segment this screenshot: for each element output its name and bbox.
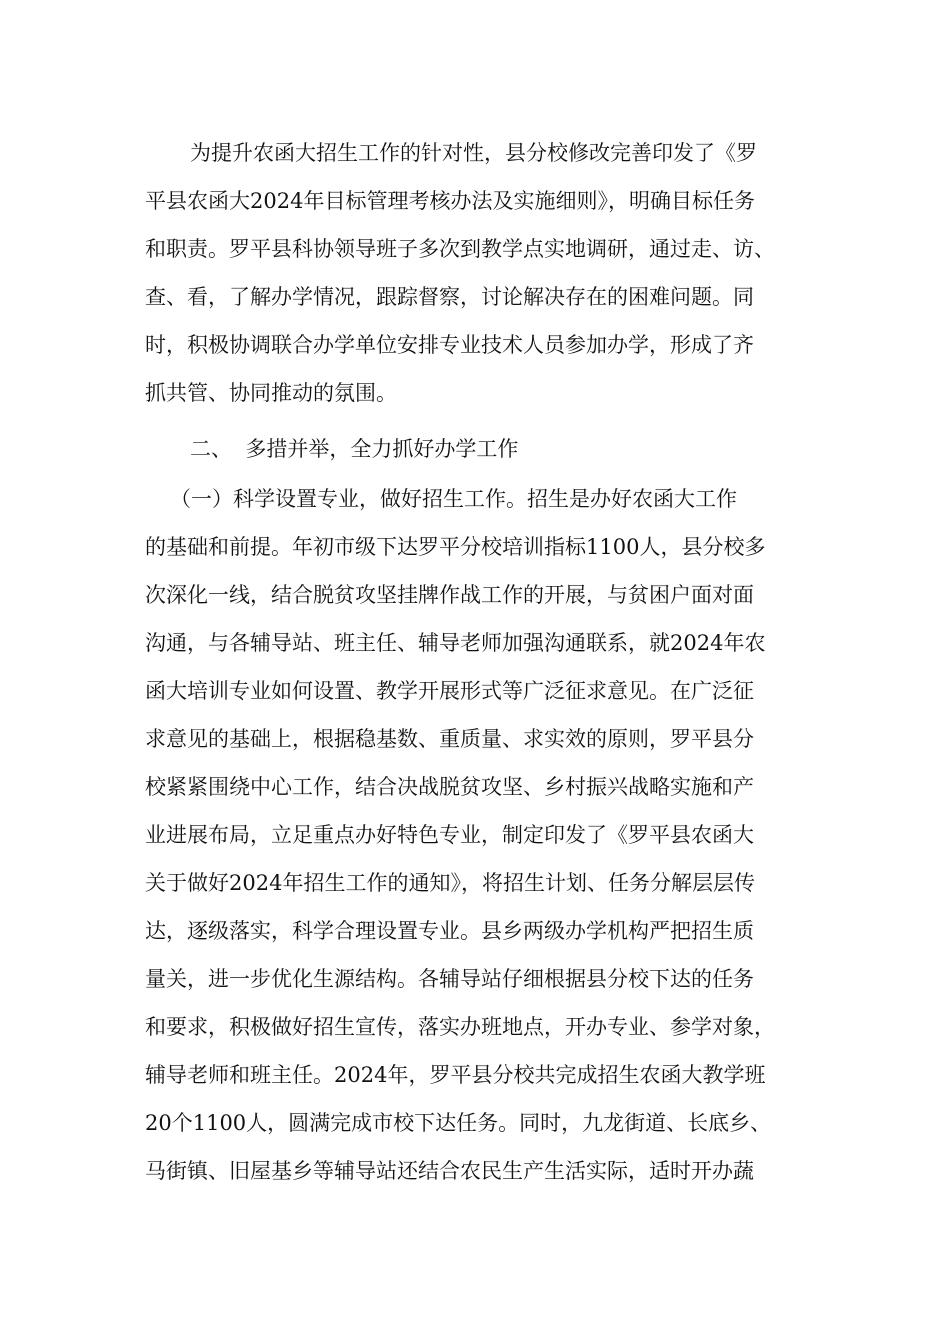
paragraph-1-line-1: 为提升农函大招生工作的针对性，县分校修改完善印发了《罗 [190, 141, 757, 165]
paragraph-1-line-5: 时，积极协调联合办学单位安排专业技术人员参加办学，形成了齐 [145, 333, 754, 357]
paragraph-2-line-1: （一）科学设置专业，做好招生工作。招生是办好农函大工作 [170, 487, 737, 511]
paragraph-1-line-2: 平县农函大2024年目标管理考核办法及实施细则》，明确目标任务 [145, 189, 755, 213]
paragraph-2-line-7: 校紧紧围绕中心工作，结合决战脱贫攻坚、乡村振兴战略实施和产 [145, 775, 754, 799]
paragraph-2-line-11: 量关，进一步优化生源结构。各辅导站仔细根据县分校下达的任务 [145, 967, 754, 991]
paragraph-1-line-4: 查、看，了解办学情况，跟踪督察，讨论解决存在的困难问题。同 [145, 285, 754, 309]
paragraph-2-line-8: 业进展布局，立足重点办好特色专业，制定印发了《罗平县农函大 [145, 823, 754, 847]
paragraph-2-line-2: 的基础和前提。年初市级下达罗平分校培训指标1100人，县分校多 [145, 535, 766, 559]
paragraph-2-line-10: 达，逐级落实，科学合理设置专业。县乡两级办学机构严把招生质 [145, 919, 754, 943]
paragraph-1-line-6: 抓共管、协同推动的氛围。 [145, 381, 397, 405]
paragraph-1-line-3: 和职责。罗平县科协领导班子多次到教学点实地调研，通过走、访、 [145, 237, 775, 261]
section-heading: 二、 多措并举，全力抓好办学工作 [190, 437, 519, 461]
paragraph-2-line-13: 辅导老师和班主任。2024年，罗平县分校共完成招生农函大教学班 [145, 1063, 766, 1087]
paragraph-2-line-5: 函大培训专业如何设置、教学开展形式等广泛征求意见。在广泛征 [145, 679, 754, 703]
paragraph-2-line-14: 20个1100人，圆满完成市校下达任务。同时，九龙街道、长底乡、 [145, 1111, 772, 1135]
paragraph-2-line-12: 和要求，积极做好招生宣传，落实办班地点，开办专业、参学对象， [145, 1015, 775, 1039]
paragraph-2-line-15: 马街镇、旧屋基乡等辅导站还结合农民生产生活实际，适时开办蔬 [145, 1159, 754, 1183]
paragraph-2-line-4: 沟通，与各辅导站、班主任、辅导老师加强沟通联系，就2024年农 [145, 631, 766, 655]
paragraph-2-line-3: 次深化一线，结合脱贫攻坚挂牌作战工作的开展，与贫困户面对面 [145, 583, 754, 607]
paragraph-2-line-6: 求意见的基础上，根据稳基数、重质量、求实效的原则，罗平县分 [145, 727, 754, 751]
paragraph-2-line-9: 关于做好2024年招生工作的通知》，将招生计划、任务分解层层传 [145, 871, 755, 895]
